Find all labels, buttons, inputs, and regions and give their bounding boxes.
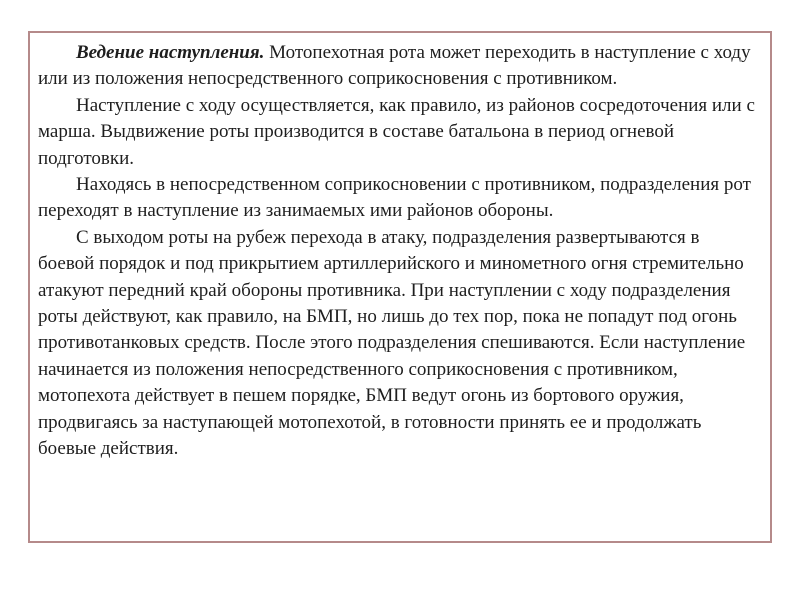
paragraph-advance-from-contact [38, 172, 760, 225]
paragraph-heading: Ведение наступления. [76, 42, 265, 63]
paragraph-attack [38, 225, 760, 463]
paragraph-text: Наступление с ходу осуществляется, как правило, из районов сосредоточения или с марша. Выдвижение роты производится в составе батальона в период огневой подготовки. [38, 94, 755, 169]
text-box [28, 31, 772, 543]
paragraph-text: Находясь в непосредственном соприкосновении с противником, подразделения рот переходят в наступление из занимаемых ими районов обороны. [38, 174, 751, 222]
paragraph-intro [38, 40, 760, 93]
paragraph-text: Мотопехотная рота может переходить в наступление с ходу или из положения непосредственного соприкосновения с противником. [38, 42, 751, 90]
paragraph-advance-from-march [38, 93, 760, 172]
paragraph-text: С выходом роты на рубеж перехода в атаку, подразделения развертываются в боевой порядок и под прикрытием артиллерийского и минометного огня стремительно атакуют передний край обороны противника. При наступлении с ходу подразделения роты действуют, как правило, на БМП, но лишь до тех пор, пока не попадут под огонь противотанковых средств. После этого подразделения спешиваются. Если наступление начинается из положения непосредственного соприкосновения с противником, мотопехота действует в пешем порядке, БМП ведут огонь из бортового оружия, продвигаясь за наступающей мотопехотой, в готовности принять ее и продолжать боевые действия. [38, 226, 746, 460]
